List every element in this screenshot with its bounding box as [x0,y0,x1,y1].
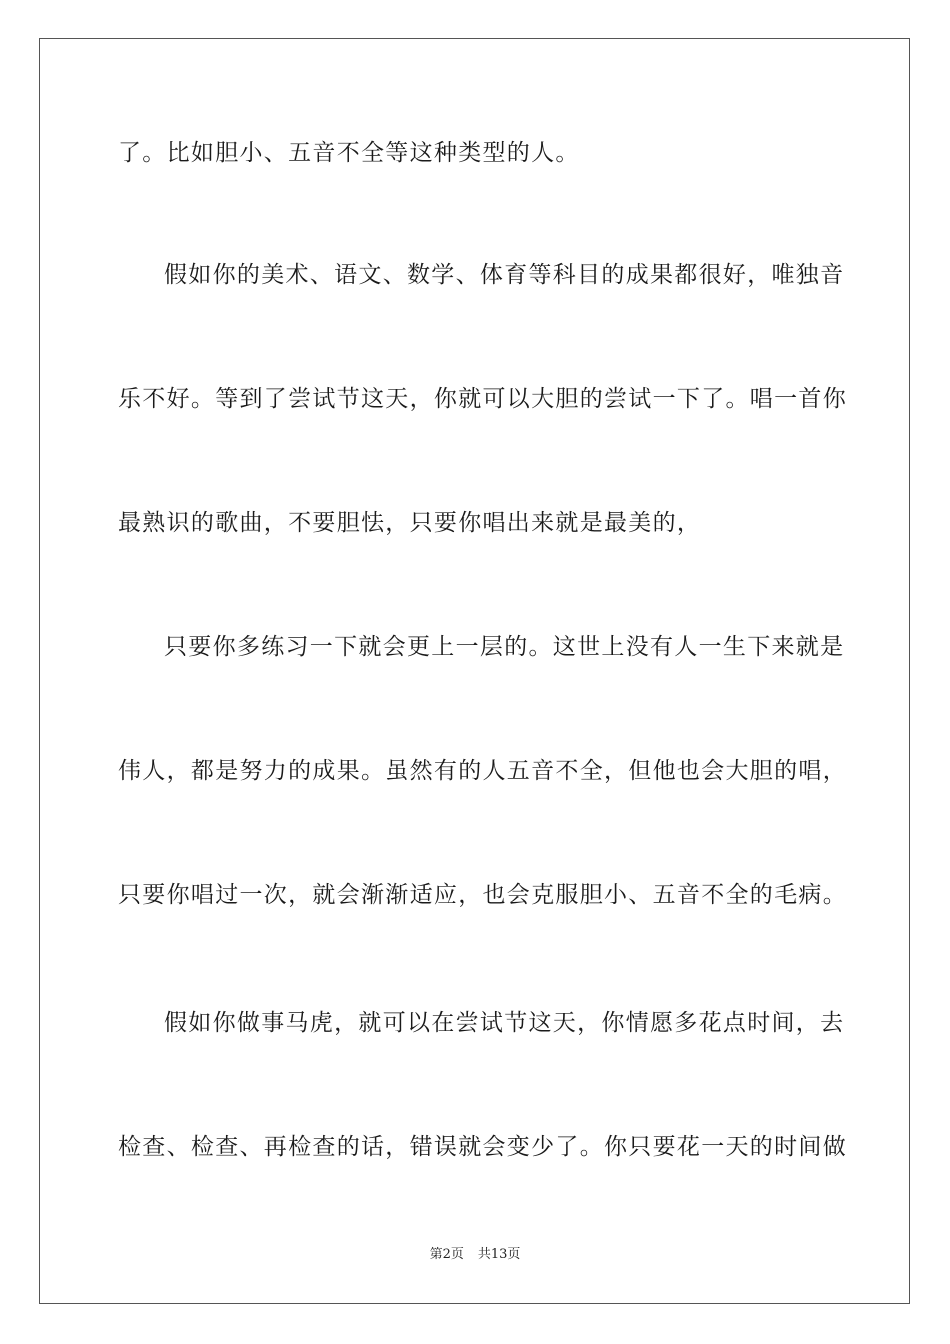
page-total: 共13页 [477,1247,521,1262]
text-line: 假如你做事马虎，就可以在尝试节这天，你情愿多花点时间，去 [164,1010,845,1036]
text-line: 假如你的美术、语文、数学、体育等科目的成果都很好，唯独音 [164,262,845,288]
text-line: 只要你唱过一次，就会渐渐适应，也会克服胆小、五音不全的毛病。 [118,882,847,908]
page-border [39,38,910,1304]
page-footer [0,1246,950,1264]
text-line: 乐不好。等到了尝试节这天，你就可以大胆的尝试一下了。唱一首你 [118,386,847,412]
page-number: 第2页 [429,1247,464,1262]
text-line: 最熟识的歌曲，不要胆怯，只要你唱出来就是最美的， [118,510,702,536]
text-line: 检查、检查、再检查的话，错误就会变少了。你只要花一天的时间做 [118,1134,847,1160]
text-line: 伟人，都是努力的成果。虽然有的人五音不全，但他也会大胆的唱， [118,758,847,784]
text-line: 只要你多练习一下就会更上一层的。这世上没有人一生下来就是 [164,634,845,660]
text-line: 了。比如胆小、五音不全等这种类型的人。 [118,140,580,166]
